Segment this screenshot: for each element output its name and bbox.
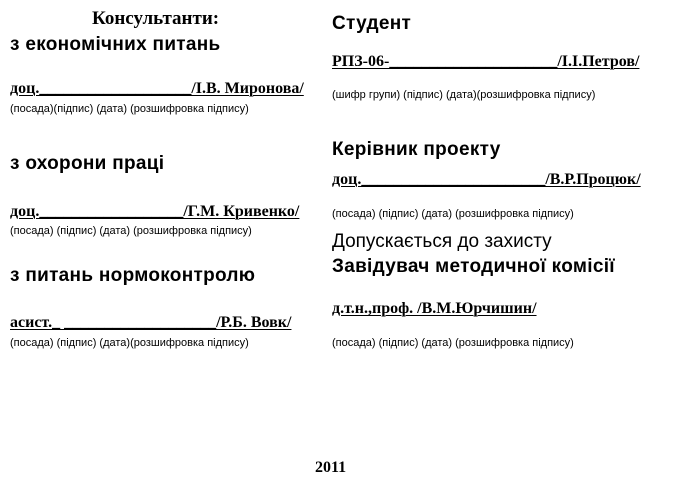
labor-safety-caption: (посада) (підпис) (дата) (розшифровка підпису) [10, 225, 252, 237]
economics-caption: (посада)(підпис) (дата) (розшифровка підпису) [10, 103, 249, 115]
supervisor-heading: Керівник проекту [332, 139, 501, 160]
supervisor-signature-line: доц._______________________/В.Р.Процюк/ [332, 171, 641, 188]
normcontrol-heading: з питань нормоконтролю [10, 265, 256, 286]
student-caption: (шифр групи) (підпис) (дата)(розшифровка підпису) [332, 89, 596, 101]
methodical-commission-head: Завідувач методичної комісії [332, 256, 615, 277]
admission-text: Допускається до захисту [332, 231, 552, 252]
labor-safety-signature-line: доц.__________________/Г.М. Кривенко/ [10, 203, 300, 220]
economics-signature-line: доц.___________________/І.В. Миронова/ [10, 80, 304, 97]
normcontrol-signature-line: асист._ ___________________/Р.Б. Вовк/ [10, 314, 292, 331]
normcontrol-caption: (посада) (підпис) (дата)(розшифровка підпису) [10, 337, 249, 349]
supervisor-caption: (посада) (підпис) (дата) (розшифровка підпису) [332, 208, 574, 220]
student-signature-line: РПЗ-06-_____________________/І.І.Петров/ [332, 53, 640, 70]
economics-heading: з економічних питань [10, 34, 221, 55]
commission-caption: (посада) (підпис) (дата) (розшифровка підпису) [332, 337, 574, 349]
student-heading: Студент [332, 13, 412, 34]
consultants-title: Консультанти: [92, 8, 220, 29]
labor-safety-heading: з охорони праці [10, 153, 165, 174]
commission-signature-line: д.т.н.,проф. /В.М.Юрчишин/ [332, 300, 537, 317]
year: 2011 [315, 459, 347, 476]
